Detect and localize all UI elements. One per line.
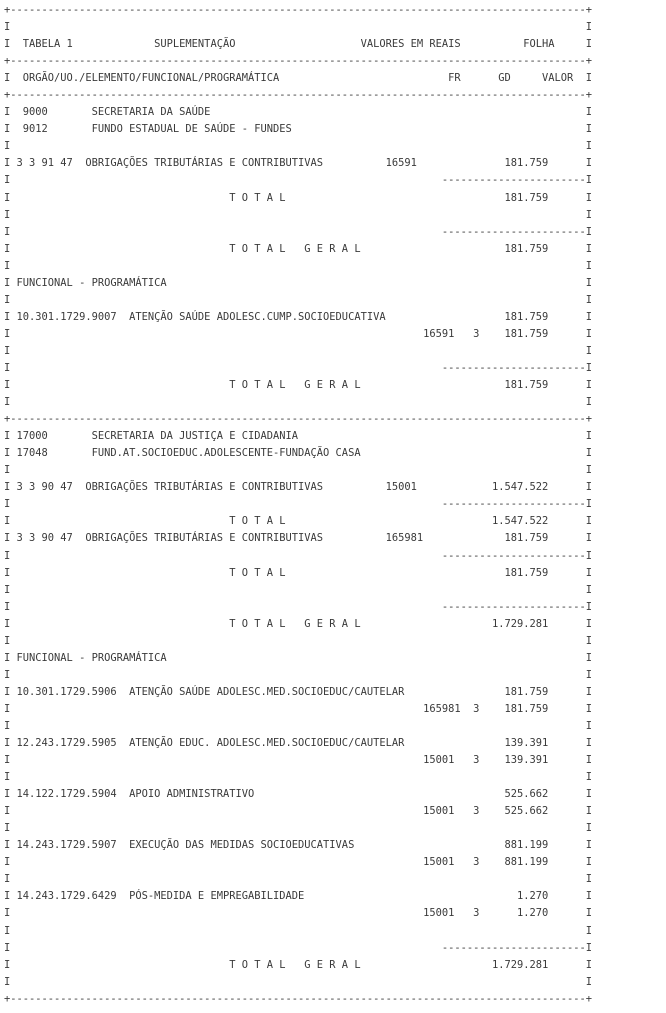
report-line: I 12.243.1729.5905 ATENÇÃO EDUC. ADOLESC.MED.SOCIOEDUC/CAUTELAR 139.391 I [4,737,593,750]
report-column-header-line: I ORGÃO/UO./ELEMENTO/FUNCIONAL/PROGRAMÁTICA FR GD VALOR I [4,72,593,85]
report-line: I 3 3 90 47 OBRIGAÇÕES TRIBUTÁRIAS E CONTRIBUTIVAS 165981 181.759 I [4,532,593,545]
report-line: I 10.301.1729.5906 ATENÇÃO SAÚDE ADOLESC.MED.SOCIOEDUC/CAUTELAR 181.759 I [4,685,593,698]
report-line: I I [4,21,593,34]
report-line: I 14.122.1729.5904 APOIO ADMINISTRATIVO 525.662 I [4,788,593,801]
report-line: I I [4,924,593,937]
report-line: I -----------------------I [4,549,593,562]
report-line: I I [4,208,593,221]
report-header-line: I TABELA 1 SUPLEMENTAÇÃO VALORES EM REAIS FOLHA I [4,38,593,51]
report-line: I I [4,771,593,784]
report-line: I T O T A L G E R A L 181.759 I [4,242,593,255]
report-line: I FUNCIONAL - PROGRAMÁTICA I [4,651,593,664]
report-line: I -----------------------I [4,174,593,187]
report-line: I 9000 SECRETARIA DA SAÚDE I [4,106,593,119]
report-line: +--------------------------------------------------------------------------------------------+ [4,413,593,426]
report-line: I 15001 3 525.662 I [4,805,593,818]
report-line: I I [4,719,593,732]
report-line: I T O T A L G E R A L 181.759 I [4,379,593,392]
report-line: I 9012 FUNDO ESTADUAL DE SAÚDE - FUNDES I [4,123,593,136]
report-line: +--------------------------------------------------------------------------------------------+ [4,4,593,16]
report-line: I 10.301.1729.9007 ATENÇÃO SAÚDE ADOLESC.CUMP.SOCIOEDUCATIVA 181.759 I [4,310,593,323]
report-line: I I [4,259,593,272]
report-line: I I [4,344,593,357]
report-line: +--------------------------------------------------------------------------------------------+ [4,992,593,1005]
report-line: I 3 3 91 47 OBRIGAÇÕES TRIBUTÁRIAS E CONTRIBUTIVAS 16591 181.759 I [4,157,593,170]
report-line: I I [4,140,593,153]
report-line: I -----------------------I [4,498,593,511]
report-line: +--------------------------------------------------------------------------------------------+ [4,89,593,102]
report-line: I I [4,873,593,886]
report-line: I 17048 FUND.AT.SOCIOEDUC.ADOLESCENTE-FUNDAÇÃO CASA I [4,447,593,460]
report-line: I T O T A L G E R A L 1.729.281 I [4,958,593,971]
report-line: I T O T A L G E R A L 1.729.281 I [4,617,593,630]
report-line: I -----------------------I [4,225,593,238]
report-line: I I [4,822,593,835]
report-line: I 16591 3 181.759 I [4,327,593,340]
report-line: I I [4,583,593,596]
report-line: I -----------------------I [4,600,593,613]
report-line: I 15001 3 1.270 I [4,907,593,920]
report-line: I 15001 3 139.391 I [4,754,593,767]
report-line: I FUNCIONAL - PROGRAMÁTICA I [4,276,593,289]
report-line: +--------------------------------------------------------------------------------------------+ [4,55,593,68]
report-line: I I [4,634,593,647]
report-line: I 14.243.1729.6429 PÓS-MEDIDA E EMPREGABILIDADE 1.270 I [4,890,593,903]
report-line: I 15001 3 881.199 I [4,856,593,869]
report-line: I I [4,975,593,988]
report-line: I T O T A L 181.759 I [4,566,593,579]
report-line: I 17000 SECRETARIA DA JUSTIÇA E CIDADANIA I [4,430,593,443]
report-line: I T O T A L 1.547.522 I [4,515,593,528]
report-line: I 165981 3 181.759 I [4,702,593,715]
report-line: I -----------------------I [4,941,593,954]
report-line: I T O T A L 181.759 I [4,191,593,204]
report-line: I I [4,464,593,477]
report-line: I 14.243.1729.5907 EXECUÇÃO DAS MEDIDAS SOCIOEDUCATIVAS 881.199 I [4,839,593,852]
report-line: I I [4,293,593,306]
report-line: I I [4,668,593,681]
report-line: I I [4,396,593,409]
report-line: I -----------------------I [4,361,593,374]
report-line: I 3 3 90 47 OBRIGAÇÕES TRIBUTÁRIAS E CONTRIBUTIVAS 15001 1.547.522 I [4,481,593,494]
